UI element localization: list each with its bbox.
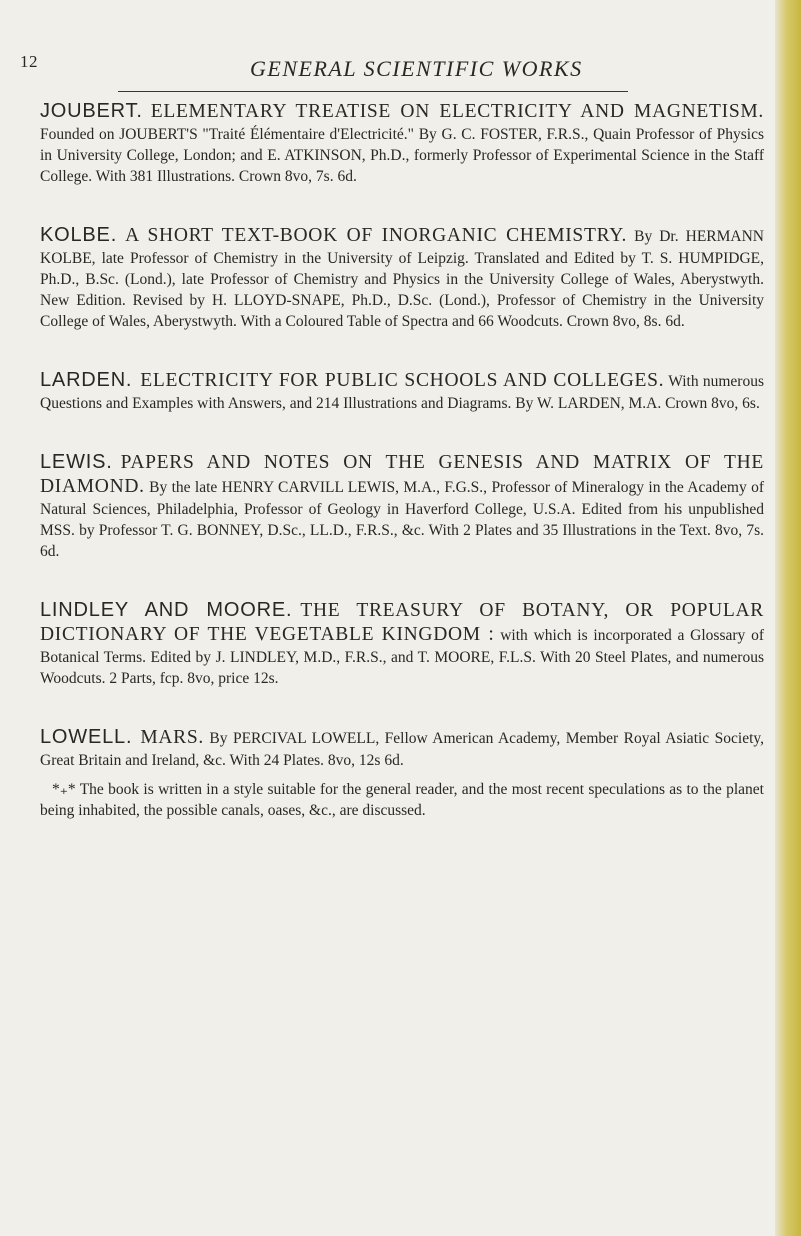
page-number: 12 [20,52,38,71]
page-edge [775,0,801,1236]
catalogue-entries [40,100,764,821]
catalogue-entry [40,224,764,332]
catalogue-entry [40,599,764,689]
catalogue-entry [40,100,764,187]
entry-author: LOWELL. [40,726,133,748]
entry-title: ELEMENTARY TREATISE ON ELECTRICITY AND MAGNETISM. [150,101,764,122]
entry-author: LINDLEY AND MOORE. [40,599,293,621]
entry-description: By the late HENRY CARVILL LEWIS, M.A., F.G.S., Professor of Mineralogy in the Academy of Natural Sciences, Philadelphia, Professor of Geology in Haverford College, U.S.A. Edited from his unpublished MSS. by Professor T. G. BONNEY, D.Sc., LL.D., F.R.S., &c. With 2 Plates and 35 Illustrations in the Text. 8vo, 7s. 6d. [40,479,764,560]
entry-title: MARS. [140,727,204,748]
header-rule [118,91,628,92]
entry-description: By PERCIVAL LOWELL, Fellow American Academy, Member Royal Asiatic Society, Great Britain and Ireland, &c. With 24 Plates. 8vo, 12s 6d. [40,730,764,769]
entry-author: LARDEN. [40,369,133,391]
catalogue-entry [40,369,764,414]
entry-description: Founded on JOUBERT'S "Traité Élémentaire d'Electricité." By G. C. FOSTER, F.R.S., Quain Professor of Physics in University College, London; and E. ATKINSON, Ph.D., formerly Professor of Experimental Science in the Staff College. With 381 Illustrations. Crown 8vo, 7s. 6d. [40,126,764,185]
entry-description: With numerous Questions and Examples with Answers, and 214 Illustrations and Diagrams. By W. LARDEN, M.A. Crown 8vo, 6s. [40,373,764,412]
catalogue-entry [40,451,764,562]
entry-description: with which is incorporated a Glossary of Botanical Terms. Edited by J. LINDLEY, M.D., F.R.S., and T. MOORE, F.L.S. With 20 Steel Plates, and numerous Woodcuts. 2 Parts, fcp. 8vo, price 12s. [40,627,764,687]
entry-author: JOUBERT. [40,100,143,122]
entry-author: KOLBE. [40,224,118,246]
entry-title: A SHORT TEXT-BOOK OF INORGANIC CHEMISTRY. [125,225,628,246]
running-head: GENERAL SCIENTIFIC WORKS [250,56,583,81]
entry-title: THE TREASURY OF BOTANY, OR POPULAR DICTIONARY OF THE VEGETABLE KINGDOM : [40,600,764,645]
entry-title: ELECTRICITY FOR PUBLIC SCHOOLS AND COLLEGES. [140,370,665,391]
entry-author: LEWIS. [40,451,113,473]
entry-title: PAPERS AND NOTES ON THE GENESIS AND MATRIX OF THE DIAMOND. [40,452,764,497]
catalogue-entry [40,726,764,821]
entry-description: By Dr. HERMANN KOLBE, late Professor of Chemistry in the University of Leipzig. Translated and Edited by T. S. HUMPIDGE, Ph.D., B.Sc. (Lond.), late Professor of Chemistry and Physics in the University College of Wales, Aberystwyth. New Edition. Revised by H. LLOYD-SNAPE, Ph.D., D.Sc. (Lond.), Professor of Chemistry in the University College of Wales, Aberystwyth. With a Coloured Table of Spectra and 66 Woodcuts. Crown 8vo, 8s. 6d. [40,228,765,330]
entry-note: *₊* The book is written in a style suitable for the general reader, and the most recent speculations as to the planet being inhabited, the possible canals, oases, &c., are discussed. [40,781,764,819]
page-header [20,52,760,102]
